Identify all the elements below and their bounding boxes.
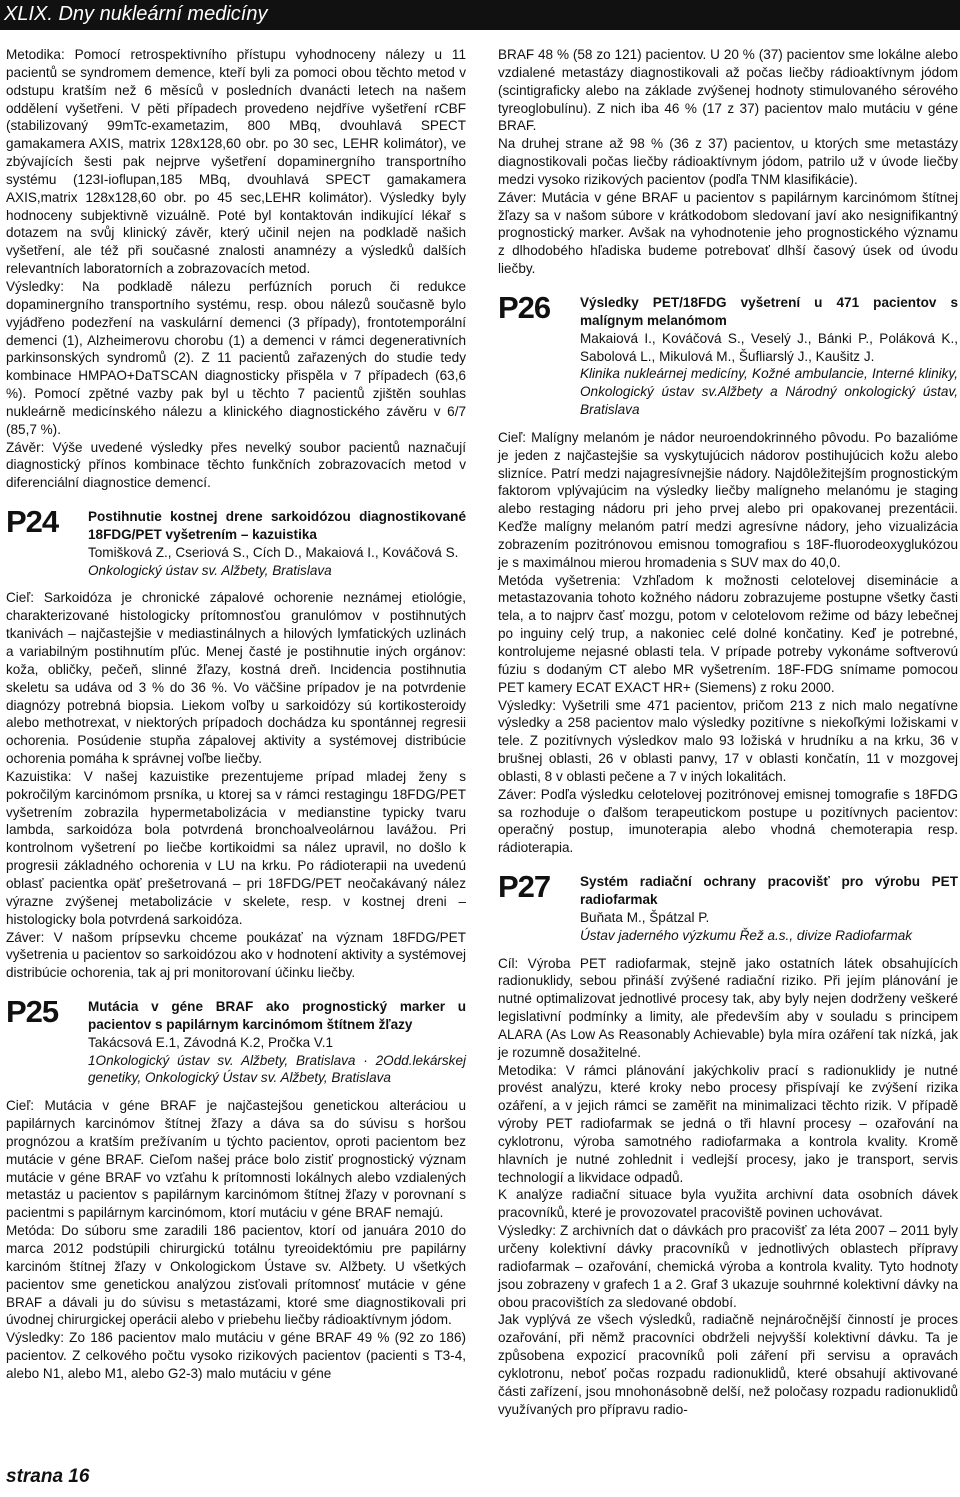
abstract-heading-p24: [6, 504, 466, 579]
paragraph: Výsledky: Na podkladě nálezu perfúzních poruch či redukce dopaminergního transportního systému, resp. obou nálezů současně bylo vyjádřeno podezření na vaskulární demenci (3 případy), frontotemporální demenci (1), Alzheimerovu chorobu (1) a demenci v rámci degenerativních parkinsonských syndromů (2). Z 11 pacientů zařazených do studie tedy kombinace HMPAO+DaTSCAN diagnosticky přispěla v 7 případech (63,6 %). Pomocí zpětné vazby pak byl u těchto 7 pacientů zjištěn souhlas nukleárně medicínského nálezu a klinického diagnostického závěru v 6/7 (85,7 %).: [6, 278, 466, 437]
paragraph: Metóda: Do súboru sme zaradili 186 pacientov, ktorí od januára 2010 do marca 2012 podstúpili chirurgickú totálnu tyreoidektómiu pre papilárny karcinóm štítnej žľazy v Onkologickom Ústave sv. Alžbety. U všetkých pacientov sme genetickou analýzou zisťovali prítomnosť mutácie v géne BRAF a dávali ju do súvisu s metastázami, ktoré sme diagnostikovali pri úvodnej chirurgickej operácii alebo v priebehu liečby rádioaktívnym jódom.: [6, 1223, 466, 1328]
paragraph: Jak vyplývá ze všech výsledků, radiačně nejnáročnější činností je proces ozařování, při němž pracovníci obdrželi nejvyšší kolektivní dávku. Ta je způsobena expozicí pracovníků poli záření při servisu a opravách cyklotronu, neboť počas rozpadu radionuklidů, které obsahují aktivované části zařízení, jsou mnohonásobně delší, než poločasy rozpadu radionuklidů využívaných pro přípravu radio-: [498, 1312, 958, 1417]
paragraph: Záver: V našom prípsevku chceme poukázať na význam 18FDG/PET vyšetrenia u pacientov so sarkoidózou ako v hodnotení aktivity a systémovej distribúcie ochorenia, tak aj pri monitorovaní účinku liečby.: [6, 929, 466, 981]
paragraph: Cieľ: Sarkoidóza je chronické zápalové ochorenie neznámej etiológie, charakterizované histologicky prítomnosťou granulómov v postihnutých tkanivách – najčastejšie v mediastinálnych a hilových lymfatických uzlinách a variabilným postihnutím pľúc. Menej časté je postihnutie iných orgánov: koža, obličky, pečeň, slinné žľazy, kostná dreň. Incidencia postihnutia skeletu sa udáva od 3 % do 36 %. Vo väčšine prípadov je na potvrdenie diagnózy potrebná biopsia. Liekom voľby u sarkoidózy sú kortikosteroidy alebo methotrexat, v niektorých prípadoch dochádza ku spontánnej regresii ochorenia. Posúdenie stupňa zápalovej aktivity a systémovej distribúcie ochorenia pomáha k správnej voľbe liečby.: [6, 590, 466, 767]
conference-title: XLIX. Dny nukleární medicíny: [4, 3, 268, 25]
paragraph: BRAF 48 % (58 zo 121) pacientov. U 20 % (37) pacientov sme lokálne alebo vzdialené metastázy diagnostikovali až počas liečby rádioaktívnym jódom (scintigraficky alebo na základe zvýšenej hodnoty stimulovaného sérového tyreoglobulínu). Z nich iba 46 % (17 z 37) pacientov malo mutáciu v géne BRAF.: [498, 47, 958, 134]
abstract-institution: 1Onkologický ústav sv. Alžbety, Bratislava · 2Odd.lekárskej genetiky, Onkologický Ústav sv. Alžbety, Bratislava: [88, 1052, 466, 1086]
abstract-institution: Onkologický ústav sv. Alžbety, Bratislava: [88, 562, 332, 578]
abstract-authors: Buňata M., Špátzal P.: [580, 909, 710, 925]
paragraph: Kazuistika: V našej kazuistike prezentujeme prípad mladej ženy s pokročilým karcinómom prsníka, u ktorej sa v rámci restagingu 18FDG/PET vyšetrením zobrazila hypermetabolizácia v medianstine typicky tvaru lambda, sarkoidóza bola potvrdená bronchoalveolárnou lavážou. Pri kontrolnom vyšetrení po liečbe kortikoidmi sa nález upravil, no došlo k progresii základného ochorenia v LU na krku. Po rádioterapii na uvedenú oblasť pacientka opäť prešetrovaná – pri 18FDG/PET neočakávaný nález výrazne zvýšenej metabolizácie v skelete, resp. v kostnej dreni – histologicky bola potvrdená sarkoidóza.: [6, 768, 466, 927]
paragraph: Cieľ: Malígny melanóm je nádor neuroendokrinného pôvodu. Po bazalióme je jeden z najčastejšie sa vyskytujúcich nádorov postihujúcich kožu alebo slizníce. Patrí medzi najagresívnejšie nádory. Najdôležitejším prognostickým faktorom vplývajúcim na výsledky liečby malígneho melanómu je staging alebo restaging nádoru pri jeho prvej alebo pri opakovanej prezentácii. Keďže malígny melanóm patrí medzi agresívne nádory, jeho vizualizácia zobrazením pozitrónovou emisnou tomografiou s 18F-fluorodeoxyglukózou je s maximálnou mierou hromadenia s SUV max do 40,0.: [498, 429, 958, 570]
abstract-heading-p27: [498, 869, 958, 944]
abstract-title: Postihnutie kostnej drene sarkoidózou diagnostikované 18FDG/PET vyšetrením – kazuistika: [88, 509, 466, 542]
abstract-number: P27: [498, 869, 551, 905]
abstract-number: P26: [498, 289, 551, 325]
abstract-authors: Takácsová E.1, Závodná K.2, Pročka V.1: [88, 1034, 333, 1050]
right-column: [498, 46, 958, 1418]
paragraph: Výsledky: Zo 186 pacientov malo mutáciu v géne BRAF 49 % (92 zo 186) pacientov. Z celkového počtu vysoko rizikových pacientov (pacienti s T3-4, alebo N1, alebo M1, alebo G2-3) malo mutáciu v géne: [6, 1330, 466, 1381]
paragraph: Cíl: Výroba PET radiofarmak, stejně jako ostatních látek obsahujících radionuklidy, sebou přináší zvýšené radiační riziko. Při jejím plánování je nutné optimalizovat jednotlivé procesy tak, aby byly nejen dodrženy veškeré legislativní podmínky a limity, ale především aby v souladu s principem ALARA (As Low As Reasonably Achievable) byla míra ozáření tak nízká, jak je rozumně dosažitelné.: [498, 955, 958, 1060]
page-header: [0, 0, 960, 30]
paragraph: Záver: Podľa výsledku celotelovej pozitrónovej emisnej tomografie s 18FDG sa rozhoduje o ďalšom terapeutickom postupe u pozitívnych pacientov: operačný postup, imunoterapia alebo vhodná chemoterapia resp. rádioterapia.: [498, 786, 958, 856]
paragraph: Záver: Mutácia v géne BRAF u pacientov s papilárnym karcinómom štítnej žľazy sa v našom súbore v krátkodobom sledovaní javí ako nesignifikantný prognostický marker. Avšak na vyhodnotenie jeho prognostického významu z dlhodobého hľadiska budeme potrebovať dlhší časový úsek od úvodu liečby.: [498, 189, 958, 277]
abstract-heading-p25: [6, 994, 466, 1087]
paragraph: Cieľ: Mutácia v géne BRAF je najčastejšou genetickou alteráciou u papilárnych karcinómov štítnej žľazy a dáva sa do súvisu s horšou prognózou a kratším prežívaním u týchto pacientov, oproti pacientom bez mutácie v géne BRAF. Cieľom našej práce bolo zistiť prognostický význam mutácie v géne BRAF vo vzťahu k prítomnosti lokálnych alebo vzdialených metastáz u pacientov s papilárnym karcinómom štítnej žľazy v porovnaní s pacientmi s papilárnym karcinómom, ktorí mutáciu v géne BRAF nemajú.: [6, 1098, 466, 1221]
paragraph: Metodika: V rámci plánování jakýchkoliv prací s radionuklidy je nutné provést analýzu, které kroky nebo procesy přispívají ke zvýšení rizika ozáření, a v jejich rámci se zaměřit na minimalizaci těchto rizik. V případě výroby PET radiofarmak se jedná o tři hlavní procesy – ozařování na cyklotronu, výroba samotného radiofarmaka a kontrola kvality. Kromě hlavních je nutné zohlednit i vedlejší procesy, jako je transport, servis technologií a likvidace odpadů.: [498, 1062, 958, 1185]
abstract-authors: Makaiová I., Kováčová S., Veselý J., Bánki P., Poláková K., Sabolová L., Mikulová M., Šufliarslý J., Kaušitz J.: [580, 330, 958, 364]
paragraph: Závěr: Výše uvedené výsledky přes nevelký soubor pacientů naznačují diagnostický přínos kombinace těchto funkčních zobrazovacích metod v diferenciální diagnostice demencí.: [6, 439, 466, 491]
abstract-number: P24: [6, 504, 59, 540]
abstract-authors: Tomišková Z., Cseriová S., Cích D., Makaiová I., Kováčová S.: [88, 544, 459, 560]
paragraph: Metóda vyšetrenia: Vzhľadom k možnosti celotelovej diseminácie a metastazovania tohoto kožného nádoru zobrazujeme postupne všetky časti tela, a to najprv časť mozgu, potom v celotelovom režime od bázy lebečnej po inguiny celý trup, a nakoniec celé dolné končatiny. Keď je potrebné, kontrolujeme nejasné oblasti tela. V prípade potreby vykonáme softverovú fúziu s dodaným CT alebo MR vyšetrením. 18F-FDG snímame pomocou PET kamery ECAT EXACT HR+ (Siemens) z roku 2000.: [498, 572, 958, 695]
abstract-title: Mutácia v géne BRAF ako prognostický marker u pacientov s papilárnym karcinómom štítnem žľazy: [88, 999, 466, 1032]
paragraph: Metodika: Pomocí retrospektivního přístupu vyhodnoceny nálezy u 11 pacientů se syndromem demence, kteří byli za pomoci obou těchto metod v odstupu kratším než 6 měsíců v posledních dvanácti letech na našem oddělení vyšetřeni. V pěti případech provedeno nejdříve vyšetření rCBF (stabilizovaný 99mTc-exametazim, 800 MBq, dvouhlavá SPECT gamakamera AXIS, matrix 128x128,60 obr. po 30 sec, LEHR kolimátor), ve zbývajících šesti pak nejprve vyšetření dopaminergního transportního systému (123I-ioflupan,185 MBq, dvouhlavá SPECT gamakamera AXIS,matrix 128x128,60 obr. po 45 sec,LEHR kolimátor). Výsledky byly hodnoceny subjektivně vizuálně. Poté byl kontaktován indikující lékař s dotazem na svůj klinický závěr, který učinil nejen na podkladě našich vyšetření, ale též při současné znalosti anamnézy a výsledků dalších relevantních laboratorních a zobrazovacích metod.: [6, 47, 466, 277]
paragraph: Výsledky: Z archivních dat o dávkách pro pracovišť za léta 2007 – 2011 byly určeny kolektivní dávky pracovníků v jednotlivých oblastech přípravy radiofarmak – ozařování, chemická výroba a kontrola kvality. Tyto hodnoty jsou zobrazeny v grafech 1 a 2. Graf 3 ukazuje souhrnné kolektivní dávky na obou pracovištích za sledované období.: [498, 1223, 958, 1310]
abstract-institution: Ústav jaderného výzkumu Řež a.s., divize Radiofarmak: [580, 927, 913, 943]
abstract-title: Výsledky PET/18FDG vyšetrení u 471 pacientov s malígnym melanómom: [580, 294, 958, 328]
page-number: strana 16: [6, 1466, 90, 1487]
abstract-heading-p26: [498, 289, 958, 419]
paragraph: K analýze radiační situace byla využita archivní data osobních dávek pracovníků, které je provozovatel pracoviště povinen uchovávat.: [498, 1187, 958, 1221]
abstract-number: P25: [6, 994, 59, 1030]
paragraph: Na druhej strane až 98 % (36 z 37) pacientov, u ktorých sme metastázy diagnostikovali počas liečby rádioaktívnym jódom, patrilo už v úvode liečby medzi vysoko rizikových pacientov (podľa TNM klasifikácie).: [498, 136, 958, 187]
abstract-title: Systém radiační ochrany pracovišť pro výrobu PET radiofarmak: [580, 874, 958, 907]
left-column: [6, 46, 466, 1383]
paragraph: Výsledky: Vyšetrili sme 471 pacientov, pričom 213 z nich malo negatívne výsledky a 258 pacientov malo výsledky pozitívne s niekoľkými ložiskami v tele. Z pozitívnych výsledkov malo 93 ložiská v hrudníku a na krku, 36 v brušnej oblasti, 26 v oblasti panvy, 17 v oblasti končatín, 11 v mozgovej oblasti, 8 v oblasti pečene a 7 v iných lokalitách.: [498, 697, 958, 784]
abstract-institution: Klinika nukleárnej medicíny, Kožné ambulancie, Interné kliniky, Onkologický ústav sv.Alžbety a Národný onkologický ústav, Bratislava: [580, 366, 958, 418]
